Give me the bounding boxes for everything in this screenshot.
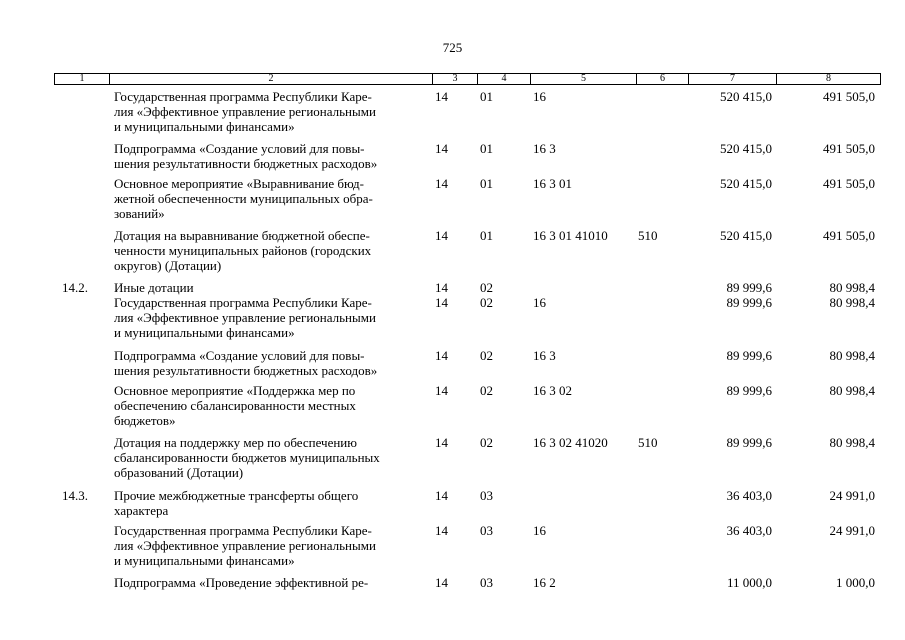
column-header-1: 1 (55, 74, 110, 85)
amount-col8: 80 998,4 (829, 280, 875, 295)
description-line: лия «Эффективное управление региональными (114, 538, 376, 553)
amount-col8: 24 991,0 (829, 523, 875, 538)
amount-col8: 24 991,0 (829, 488, 875, 503)
description-line: и муниципальными финансами» (114, 325, 295, 340)
subsection-code: 01 (480, 89, 493, 104)
subsection-code: 02 (480, 435, 493, 450)
description-line: Основное мероприятие «Выравнивание бюд- (114, 176, 364, 191)
description-line: шения результативности бюджетных расходов» (114, 363, 378, 378)
description-line: шения результативности бюджетных расходов» (114, 156, 378, 171)
section-code: 14 (435, 176, 448, 191)
amount-col8: 1 000,0 (836, 575, 875, 590)
subsection-code: 02 (480, 280, 493, 295)
section-code: 14 (435, 280, 448, 295)
row-description (114, 89, 376, 134)
description-line: Государственная программа Республики Каре- (114, 89, 372, 104)
subsection-code: 01 (480, 176, 493, 191)
description-line: Дотация на выравнивание бюджетной обеспе- (114, 228, 370, 243)
expense-type-code: 510 (638, 228, 658, 243)
row-description (114, 383, 356, 428)
amount-col8: 80 998,4 (829, 348, 875, 363)
column-header-3: 3 (433, 74, 478, 85)
column-header-4: 4 (478, 74, 531, 85)
description-line: Государственная программа Республики Каре- (114, 295, 372, 310)
subsection-code: 03 (480, 575, 493, 590)
amount-col7: 520 415,0 (720, 141, 772, 156)
subsection-code: 02 (480, 295, 493, 310)
description-line: бюджетов» (114, 413, 176, 428)
subsection-code: 01 (480, 228, 493, 243)
column-header-8: 8 (777, 74, 881, 85)
target-article-code: 16 (533, 89, 546, 104)
row-description (114, 176, 373, 221)
section-code: 14 (435, 383, 448, 398)
target-article-code: 16 3 02 (533, 383, 572, 398)
column-header-5: 5 (531, 74, 637, 85)
page-number: 725 (442, 40, 463, 55)
description-line: характера (114, 503, 169, 518)
row-description (114, 523, 376, 568)
subsection-code: 03 (480, 523, 493, 538)
description-line: ченности муниципальных районов (городских (114, 243, 372, 258)
section-code: 14 (435, 295, 448, 310)
column-header-6: 6 (637, 74, 689, 85)
amount-col7: 89 999,6 (726, 383, 772, 398)
row-number: 14.2. (62, 280, 88, 295)
section-code: 14 (435, 228, 448, 243)
description-line: сбалансированности бюджетов муниципальных (114, 450, 380, 465)
description-line: Иные дотации (114, 280, 194, 295)
row-description (114, 228, 371, 273)
section-code: 14 (435, 575, 448, 590)
row-description (114, 295, 376, 340)
section-code: 14 (435, 348, 448, 363)
amount-col8: 491 505,0 (823, 89, 875, 104)
amount-col8: 491 505,0 (823, 176, 875, 191)
amount-col7: 89 999,6 (726, 295, 772, 310)
description-line: Подпрограмма «Проведение эффективной ре- (114, 575, 369, 590)
description-line: Подпрограмма «Создание условий для повы- (114, 348, 365, 363)
target-article-code: 16 (533, 295, 546, 310)
subsection-code: 03 (480, 488, 493, 503)
description-line: и муниципальными финансами» (114, 553, 295, 568)
description-line: и муниципальными финансами» (114, 119, 295, 134)
description-line: Прочие межбюджетные трансферты общего (114, 488, 359, 503)
amount-col7: 89 999,6 (726, 348, 772, 363)
row-description (114, 141, 377, 171)
target-article-code: 16 3 (533, 141, 556, 156)
section-code: 14 (435, 89, 448, 104)
amount-col7: 520 415,0 (720, 89, 772, 104)
column-header-2: 2 (110, 74, 433, 85)
description-line: обеспечению сбалансированности местных (114, 398, 356, 413)
subsection-code: 02 (480, 348, 493, 363)
description-line: Дотация на поддержку мер по обеспечению (114, 435, 357, 450)
section-code: 14 (435, 141, 448, 156)
target-article-code: 16 2 (533, 575, 556, 590)
target-article-code: 16 3 02 41020 (533, 435, 608, 450)
section-code: 14 (435, 488, 448, 503)
description-line: Государственная программа Республики Каре- (114, 523, 372, 538)
amount-col8: 80 998,4 (829, 383, 875, 398)
row-description (114, 348, 377, 378)
amount-col7: 36 403,0 (726, 523, 772, 538)
target-article-code: 16 3 01 (533, 176, 572, 191)
description-line: лия «Эффективное управление региональными (114, 310, 376, 325)
amount-col8: 491 505,0 (823, 141, 875, 156)
description-line: жетной обеспеченности муниципальных обра- (114, 191, 373, 206)
section-code: 14 (435, 523, 448, 538)
subsection-code: 02 (480, 383, 493, 398)
target-article-code: 16 (533, 523, 546, 538)
row-description (114, 280, 194, 295)
description-line: Основное мероприятие «Поддержка мер по (114, 383, 356, 398)
description-line: зований» (114, 206, 165, 221)
description-line: Подпрограмма «Создание условий для повы- (114, 141, 365, 156)
target-article-code: 16 3 01 41010 (533, 228, 608, 243)
amount-col8: 491 505,0 (823, 228, 875, 243)
description-line: лия «Эффективное управление региональными (114, 104, 376, 119)
expense-type-code: 510 (638, 435, 658, 450)
amount-col8: 80 998,4 (829, 295, 875, 310)
row-number: 14.3. (62, 488, 88, 503)
row-description (114, 488, 358, 518)
column-header-7: 7 (689, 74, 777, 85)
amount-col7: 11 000,0 (726, 575, 772, 590)
row-description (114, 575, 368, 590)
section-code: 14 (435, 435, 448, 450)
row-description (114, 435, 380, 480)
amount-col7: 520 415,0 (720, 228, 772, 243)
description-line: округов) (Дотации) (114, 258, 222, 273)
amount-col7: 89 999,6 (726, 435, 772, 450)
amount-col7: 36 403,0 (726, 488, 772, 503)
target-article-code: 16 3 (533, 348, 556, 363)
amount-col8: 80 998,4 (829, 435, 875, 450)
amount-col7: 89 999,6 (726, 280, 772, 295)
amount-col7: 520 415,0 (720, 176, 772, 191)
description-line: образований (Дотации) (114, 465, 244, 480)
subsection-code: 01 (480, 141, 493, 156)
